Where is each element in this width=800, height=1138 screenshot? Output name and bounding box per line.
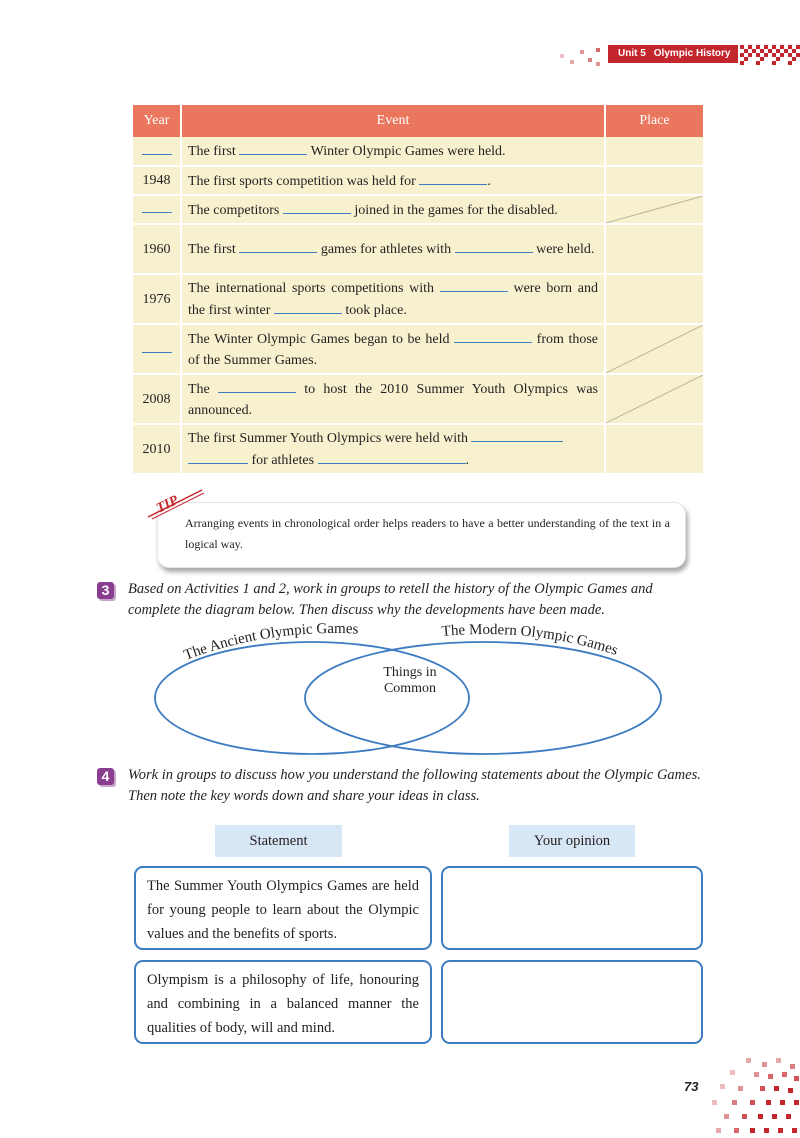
footer-pixel-pattern (706, 1056, 800, 1138)
statement-text: Olympism is a philosophy of life, honouring and combining in a balanced manner the qualities of body, will and mind. (147, 972, 419, 1036)
event-cell: The first sports competition was held for . (181, 166, 605, 195)
answer-blank[interactable] (239, 238, 317, 253)
place-cell-crossed (605, 374, 703, 424)
table-row (133, 195, 703, 224)
statement-card (134, 866, 432, 950)
place-cell-crossed (605, 324, 703, 374)
table-header-row (133, 105, 703, 137)
answer-blank[interactable] (318, 449, 466, 464)
header-place: Place (605, 105, 703, 137)
statement-header: Statement (215, 825, 342, 857)
answer-blank[interactable] (239, 140, 307, 155)
year-cell: 2008 (133, 374, 181, 424)
event-cell: The competitors joined in the games for the disabled. (181, 195, 605, 224)
tip-text: Arranging events in chronological order helps readers to have a better understanding of the text in a logical way. (185, 516, 670, 551)
answer-blank[interactable] (419, 170, 487, 185)
table-row (133, 166, 703, 195)
activity-4-instructions: Work in groups to discuss how you understand the following statements about the Olympic Games. Then note the key words down and share your ideas in class. (128, 767, 701, 804)
answer-blank[interactable] (283, 199, 351, 214)
year-cell: 1960 (133, 224, 181, 274)
page-number: 73 (684, 1079, 699, 1094)
year-cell: 1948 (133, 166, 181, 195)
year-blank[interactable] (133, 137, 181, 166)
event-cell: The first Summer Youth Olympics were held with for athletes . (181, 424, 605, 474)
venn-common-label: Things in Common (383, 665, 437, 696)
place-cell-crossed (605, 195, 703, 224)
place-cell[interactable] (605, 137, 703, 166)
ancient-label: The Ancient Olympic Games (181, 620, 359, 664)
activity-3-instructions: Based on Activities 1 and 2, work in groups to retell the history of the Olympic Games and complete the diagram below. Then discuss why the developments have been made. (128, 581, 653, 618)
statement-text: The Summer Youth Olympics Games are held for young people to learn about the Olympic values and the benefits of sports. (147, 878, 419, 942)
table-row (133, 137, 703, 166)
table-row (133, 274, 703, 324)
answer-blank[interactable] (455, 238, 533, 253)
event-cell: The to host the 2010 Summer Youth Olympics was announced. (181, 374, 605, 424)
answer-blank[interactable] (274, 299, 342, 314)
place-cell[interactable] (605, 166, 703, 195)
answer-blank[interactable] (471, 427, 563, 442)
activity-4-number: 4 (97, 768, 114, 785)
header-event: Event (181, 105, 605, 137)
answer-blank[interactable] (218, 378, 296, 393)
modern-label: The Modern Olympic Games (441, 621, 620, 659)
opinion-header: Your opinion (509, 825, 635, 857)
table-row (133, 374, 703, 424)
unit-tag: Unit 5 Olympic History (608, 45, 738, 63)
place-cell[interactable] (605, 274, 703, 324)
year-blank[interactable] (133, 324, 181, 374)
table-row (133, 224, 703, 274)
year-blank[interactable] (133, 195, 181, 224)
statement-card (134, 960, 432, 1044)
answer-blank[interactable] (440, 277, 508, 292)
table-row (133, 424, 703, 474)
answer-blank[interactable] (454, 328, 532, 343)
opinion-input[interactable] (441, 866, 703, 950)
answer-blank[interactable] (188, 449, 248, 464)
event-cell: The international sports competitions with were born and the first winter took place. (181, 274, 605, 324)
ancient-circle (155, 642, 469, 754)
table-row (133, 324, 703, 374)
activity-3-number: 3 (97, 582, 114, 599)
header-year: Year (133, 105, 181, 137)
year-cell: 2010 (133, 424, 181, 474)
event-cell: The Winter Olympic Games began to be held from those of the Summer Games. (181, 324, 605, 374)
modern-circle (305, 642, 661, 754)
event-cell: The first games for athletes with were held. (181, 224, 605, 274)
timeline-table (133, 105, 703, 475)
year-cell: 1976 (133, 274, 181, 324)
event-cell: The first Winter Olympic Games were held. (181, 137, 605, 166)
place-cell[interactable] (605, 224, 703, 274)
place-cell[interactable] (605, 424, 703, 474)
svg-text:TIP: TIP (154, 493, 182, 517)
opinion-input[interactable] (441, 960, 703, 1044)
